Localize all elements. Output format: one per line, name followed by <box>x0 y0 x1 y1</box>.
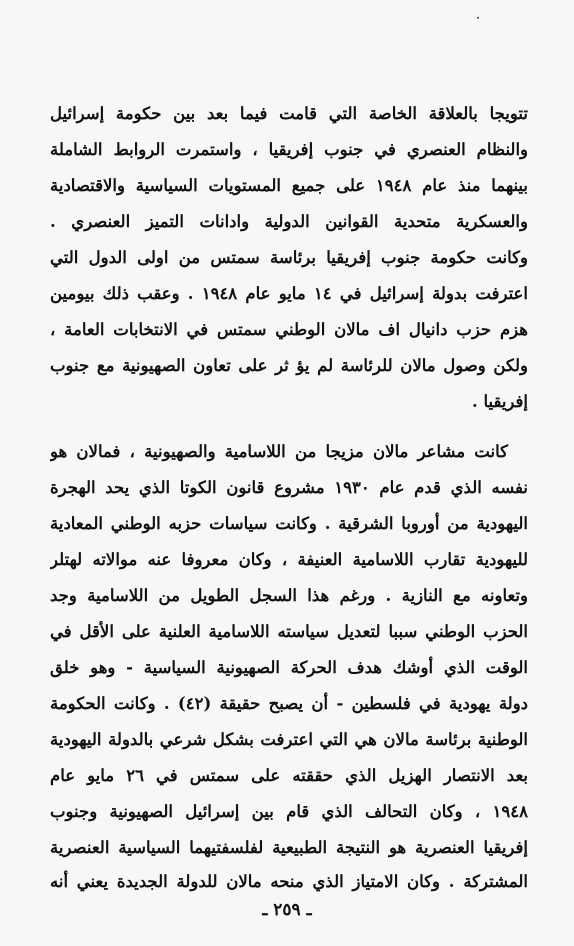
text-line: نفسه الذي قدم عام ١٩٣٠ مشروع قانون الكوتا الذي يحد الهجرة <box>50 478 528 497</box>
text-line: والنظام العنصري في جنوب إفريقيا ، واستمرت الروابط الشاملة <box>50 140 528 159</box>
text-line: إفريقيا العنصرية هو النتيجة الطبيعية لفلسفتيهما السياسية العنصرية <box>50 838 528 857</box>
page-number: ـ ٢٥٩ ـ <box>262 900 312 920</box>
text-line: وتعاونه مع النازية . ورغم هذا السجل الطويل من اللاسامية وجد <box>50 586 528 605</box>
text-line: الحزب الوطني سببا لتعديل سياسته اللاسامية العلنية على الأقل في <box>50 622 528 641</box>
text-line: اعترفت بدولة إسرائيل في ١٤ مايو عام ١٩٤٨ . وعقب ذلك بيومين <box>50 284 528 303</box>
text-line: اليهودية من أوروبا الشرقية . وكانت سياسات حزبه الوطني المعادية <box>50 514 528 533</box>
text-line: هزم حزب دانيال اف مالان الوطني سمتس في الانتخابات العامة ، <box>50 320 528 339</box>
text-line: والعسكرية متحدية القوانين الدولية وادانات التميز العنصري . <box>50 212 528 231</box>
text-line: الوقت الذي أوشك هدف الحركة الصهيونية السياسية - وهو خلق <box>50 658 528 677</box>
text-line: المشتركة . وكان الامتياز الذي منحه مالان للدولة الجديدة يعني أنه <box>50 872 528 891</box>
text-line: دولة يهودية في فلسطين - أن يصبح حقيقة (٤٢) . وكانت الحكومة <box>50 694 528 713</box>
text-line: تتويجا بالعلاقة الخاصة التي قامت فيما بعد بين حكومة إسرائيل <box>50 104 528 123</box>
text-line: بينهما منذ عام ١٩٤٨ على جميع المستويات السياسية والاقتصادية <box>50 176 528 195</box>
text-line: الوطنية برئاسة مالان هي التي اعترفت بشكل شرعي بالدولة اليهودية <box>50 730 528 749</box>
text-line: إفريقيا . <box>471 392 528 411</box>
corner-mark: ٠ <box>474 8 483 26</box>
text-line: كانت مشاعر مالان مزيجا من اللاسامية والصهيونية ، فمالان هو <box>50 442 508 461</box>
text-line: ولكن وصول مالان للرئاسة لم يؤ ثر على تعاون الصهيونية مع جنوب <box>50 356 528 375</box>
text-line: بعد الانتصار الهزيل الذي حققته على سمتس في ٢٦ مايو عام <box>50 766 528 785</box>
text-line: ١٩٤٨ ، وكان التحالف الذي قام بين إسرائيل الصهيونية وجنوب <box>50 802 528 821</box>
text-line: وكانت حكومة جنوب إفريقيا برئاسة سمتس من اولى الدول التي <box>50 248 528 267</box>
text-line: لليهودية تقارب اللاسامية العنيفة ، وكان معروفا عنه موالاته لهتلر <box>50 550 528 569</box>
